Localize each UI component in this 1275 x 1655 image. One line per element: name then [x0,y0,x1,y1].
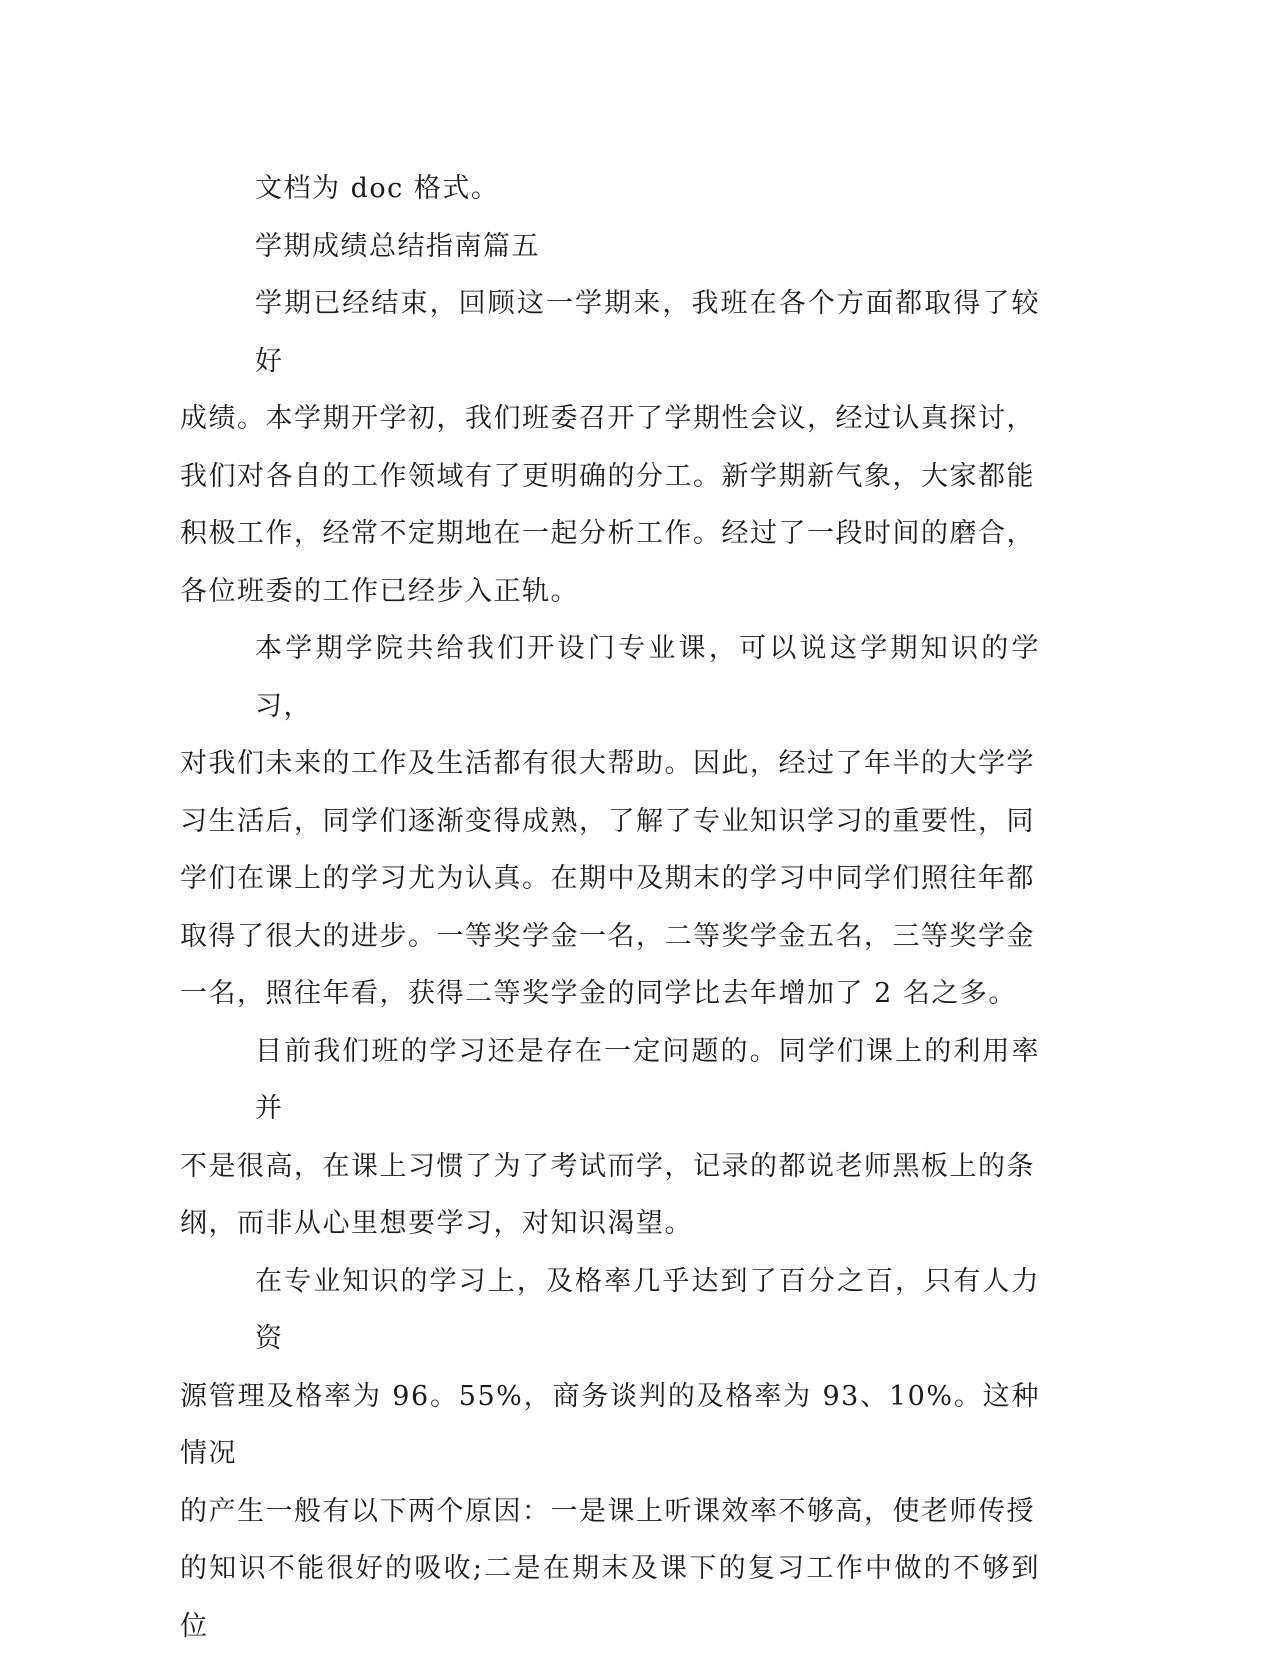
text-line: 习生活后，同学们逐渐变得成熟，了解了专业知识学习的重要性，同 [180,793,1040,851]
text-line: 学们在课上的学习尤为认真。在期中及期末的学习中同学们照往年都 [180,850,1040,908]
paragraph-courses [180,620,1040,1023]
paragraph-summary [180,275,1040,620]
document-body [180,160,1040,1655]
text-line: 学期已经结束，回顾这一学期来，我班在各个方面都取得了较好 [180,275,1040,390]
text-line: 的知识不能很好的吸收;二是在期末及课下的复习工作中做的不够到位 [180,1540,1040,1655]
paragraph-pass-rate [180,1253,1040,1655]
paragraph-format-note [180,160,1040,218]
text-line: 成绩。本学期开学初，我们班委召开了学期性会议，经过认真探讨， [180,390,1040,448]
text-line: 取得了很大的进步。一等奖学金一名，二等奖学金五名，三等奖学金 [180,908,1040,966]
text-line: 不是很高，在课上习惯了为了考试而学，记录的都说老师黑板上的条 [180,1138,1040,1196]
text-line: 本学期学院共给我们开设门专业课，可以说这学期知识的学习， [180,620,1040,735]
text-line: 积极工作，经常不定期地在一起分析工作。经过了一段时间的磨合， [180,505,1040,563]
text-line: 的产生一般有以下两个原因：一是课上听课效率不够高，使老师传授 [180,1483,1040,1541]
text-line: 对我们未来的工作及生活都有很大帮助。因此，经过了年半的大学学 [180,735,1040,793]
text-line: 各位班委的工作已经步入正轨。 [180,563,1040,621]
text-line: 文档为 doc 格式。 [180,160,1040,218]
text-line: 纲，而非从心里想要学习，对知识渴望。 [180,1195,1040,1253]
document-title: 学期成绩总结指南篇五 [180,218,1040,276]
text-line: 我们对各自的工作领域有了更明确的分工。新学期新气象，大家都能 [180,448,1040,506]
text-line: 一名，照往年看，获得二等奖学金的同学比去年增加了 2 名之多。 [180,965,1040,1023]
paragraph-title [180,218,1040,276]
text-line: 目前我们班的学习还是存在一定问题的。同学们课上的利用率并 [180,1023,1040,1138]
paragraph-problems [180,1023,1040,1253]
text-line: 在专业知识的学习上，及格率几乎达到了百分之百，只有人力资 [180,1253,1040,1368]
text-line: 源管理及格率为 96。55%，商务谈判的及格率为 93、10%。这种情况 [180,1368,1040,1483]
